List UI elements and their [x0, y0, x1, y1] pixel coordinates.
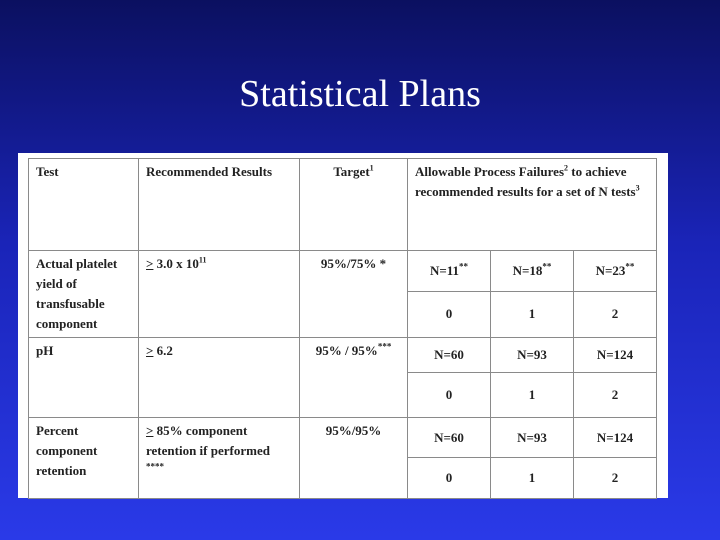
target-cell: 95%/95% [300, 418, 408, 499]
failures-cell: 1 [491, 291, 574, 337]
n-cell: N=18** [491, 251, 574, 292]
failures-cell: 1 [491, 458, 574, 499]
n-cell: N=11** [408, 251, 491, 292]
statistical-plans-table-card [18, 153, 668, 498]
header-recommended-results: Recommended Results [139, 159, 300, 251]
n-cell: N=124 [574, 338, 657, 373]
header-row [29, 159, 657, 251]
n-cell: N=23** [574, 251, 657, 292]
failures-cell: 2 [574, 373, 657, 418]
table-row [29, 338, 657, 373]
table-row [29, 418, 657, 458]
target-cell: 95%/75% * [300, 251, 408, 338]
header-test: Test [29, 159, 139, 251]
failures-cell: 2 [574, 291, 657, 337]
n-cell: N=93 [491, 418, 574, 458]
n-cell: N=124 [574, 418, 657, 458]
recommended-cell: > 6.2 [139, 338, 300, 418]
test-cell: Percent component retention [29, 418, 139, 499]
recommended-cell: > 3.0 x $10^{11}$ [139, 251, 300, 338]
recommended-cell: > 85% component retention if performed **** [139, 418, 300, 499]
header-target: Target$^1$ [300, 159, 408, 251]
n-cell: N=93 [491, 338, 574, 373]
failures-cell: 1 [491, 373, 574, 418]
slide-title: Statistical Plans [239, 73, 481, 115]
statistical-plans-table [28, 158, 657, 499]
n-cell: N=60 [408, 418, 491, 458]
test-cell: pH [29, 338, 139, 418]
test-cell: Actual platelet yield of transfusable component [29, 251, 139, 338]
failures-cell: 2 [574, 458, 657, 499]
header-allowable-failures: Allowable Process Failures$^2$ to achieve recommended results for a set of N tests$^3$ [408, 159, 657, 251]
target-cell: 95% / 95%*** [300, 338, 408, 418]
failures-cell: 0 [408, 291, 491, 337]
n-cell: N=60 [408, 338, 491, 373]
table-row [29, 251, 657, 292]
failures-cell: 0 [408, 373, 491, 418]
failures-cell: 0 [408, 458, 491, 499]
